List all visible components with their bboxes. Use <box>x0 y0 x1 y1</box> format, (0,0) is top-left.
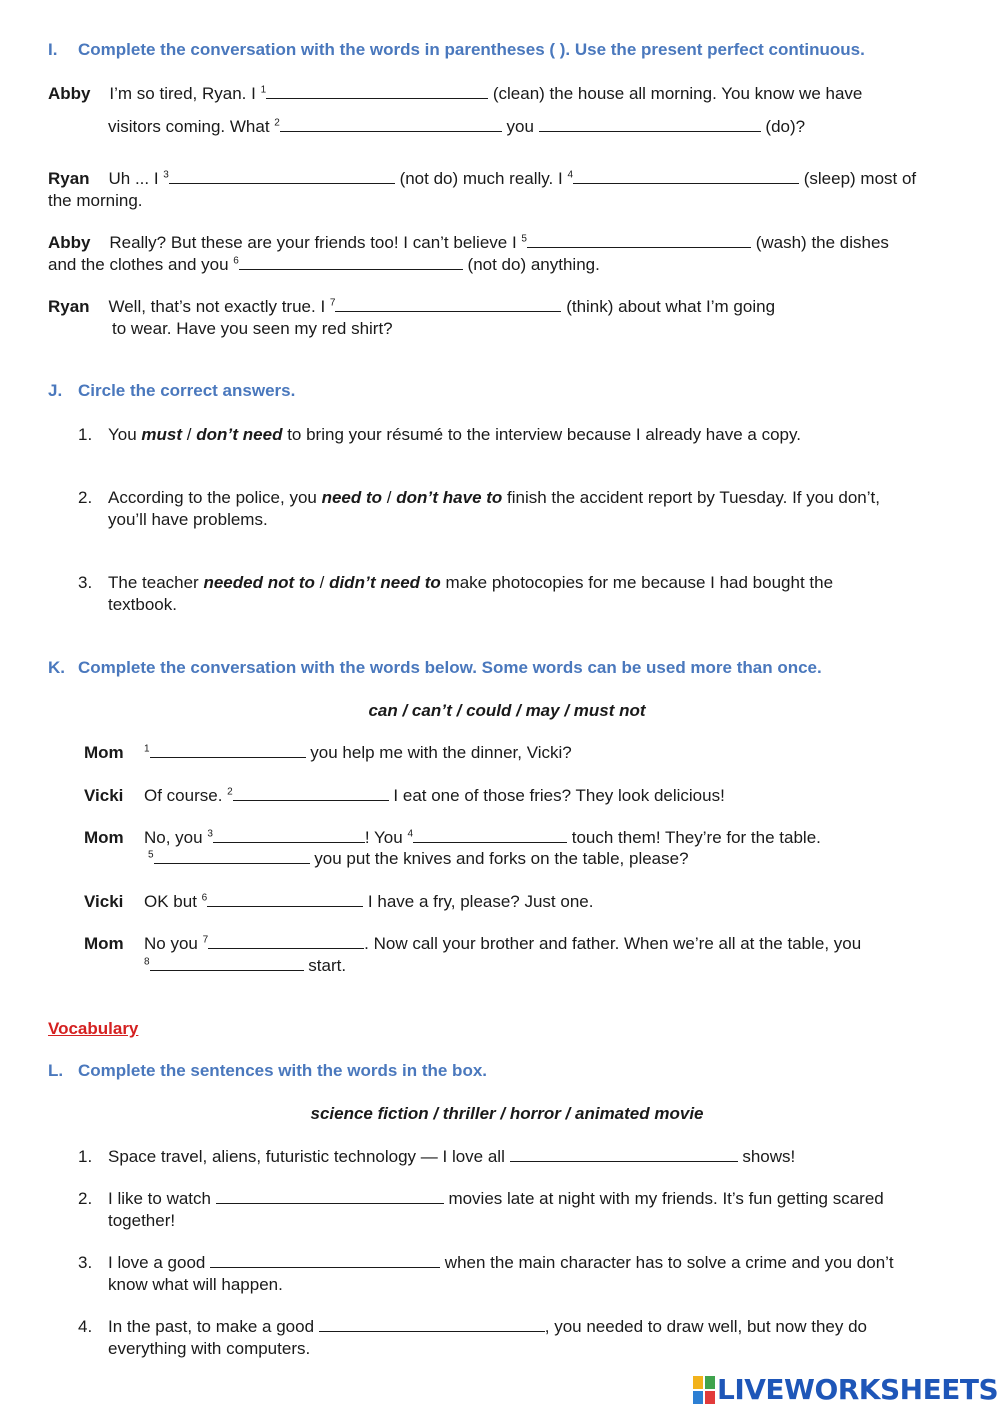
answer-blank[interactable] <box>154 849 310 864</box>
word-box: science fiction / thriller / horror / animated movie <box>310 1104 704 1123</box>
answer-blank[interactable] <box>280 117 502 132</box>
option[interactable]: don’t have to <box>396 488 503 507</box>
dialogue-line: Ryan Uh ... I $^3$ (not do) much really. I $^4$ (sleep) most of <box>48 169 917 188</box>
option[interactable]: don’t need <box>196 425 283 444</box>
dialogue-line: No, you $^3$ ! You $^4$ touch them! They’re for the table. <box>144 828 821 847</box>
option[interactable]: needed not to <box>203 573 315 592</box>
dialogue-line: Abby I’m so tired, Ryan. I $^1$ (clean) the house all morning. You know we have <box>48 84 863 103</box>
answer-blank[interactable] <box>210 1253 440 1268</box>
answer-blank[interactable] <box>319 1317 545 1332</box>
answer-blank[interactable] <box>208 934 364 949</box>
answer-blank[interactable] <box>335 297 561 312</box>
answer-blank[interactable] <box>573 169 799 184</box>
dialogue-line: No you $^7$ . Now call your brother and father. When we’re all at the table, you <box>144 934 862 953</box>
dialogue-line: Of course. $^2$ I eat one of those fries? They look delicious! <box>144 786 725 805</box>
answer-blank[interactable] <box>150 743 306 758</box>
answer-blank[interactable] <box>527 233 751 248</box>
option[interactable]: didn’t need to <box>329 573 441 592</box>
dialogue-line: the morning. <box>48 191 143 210</box>
answer-blank[interactable] <box>233 786 389 801</box>
speaker-label: Vicki <box>84 892 124 911</box>
dialogue-line: $^8$ start. <box>144 956 347 975</box>
dialogue-line: OK but $^6$ I have a fry, please? Just one. <box>144 892 594 911</box>
dialogue-line: visitors coming. What $^2$ you (do)? <box>108 117 806 136</box>
answer-blank[interactable] <box>169 169 395 184</box>
dialogue-line: $^5$ you put the knives and forks on the table, please? <box>148 849 689 868</box>
answer-blank[interactable] <box>213 828 365 843</box>
option[interactable]: must <box>141 425 183 444</box>
word-box: can / can’t / could / may / must not <box>368 701 646 720</box>
section-j-heading: J. Circle the correct answers. <box>48 381 296 400</box>
liveworksheets-logo: LIVEWORKSHEETS <box>693 1373 998 1406</box>
dialogue-line: Abby Really? But these are your friends too! I can’t believe I $^5$ (wash) the dishes <box>48 233 889 252</box>
speaker-label: Mom <box>84 828 124 847</box>
speaker-label: Mom <box>84 934 124 953</box>
section-l-heading: L. Complete the sentences with the words in the box. <box>48 1061 488 1080</box>
section-i-heading: I. Complete the conversation with the words in parentheses ( ). Use the present perfect continuous. <box>48 40 865 59</box>
answer-blank[interactable] <box>266 84 488 99</box>
speaker-label: Vicki <box>84 786 124 805</box>
answer-blank[interactable] <box>413 828 567 843</box>
dialogue-line: to wear. Have you seen my red shirt? <box>112 319 393 338</box>
option[interactable]: need to <box>321 488 383 507</box>
answer-blank[interactable] <box>207 892 363 907</box>
speaker-label: Mom <box>84 743 124 762</box>
answer-blank[interactable] <box>239 255 463 270</box>
dialogue-line: and the clothes and you $^6$ (not do) anything. <box>48 255 600 274</box>
section-k-heading: K. Complete the conversation with the words below. Some words can be used more than once. <box>48 658 822 677</box>
dialogue-line: $^1$ you help me with the dinner, Vicki? <box>144 743 572 762</box>
answer-blank[interactable] <box>510 1147 738 1162</box>
answer-blank[interactable] <box>216 1189 444 1204</box>
dialogue-line: Ryan Well, that’s not exactly true. I $^7$ (think) about what I’m going <box>48 297 776 316</box>
answer-blank[interactable] <box>150 956 304 971</box>
answer-blank[interactable] <box>539 117 761 132</box>
liveworksheets-badge-icon <box>693 1376 715 1404</box>
vocabulary-title: Vocabulary <box>48 1019 139 1038</box>
